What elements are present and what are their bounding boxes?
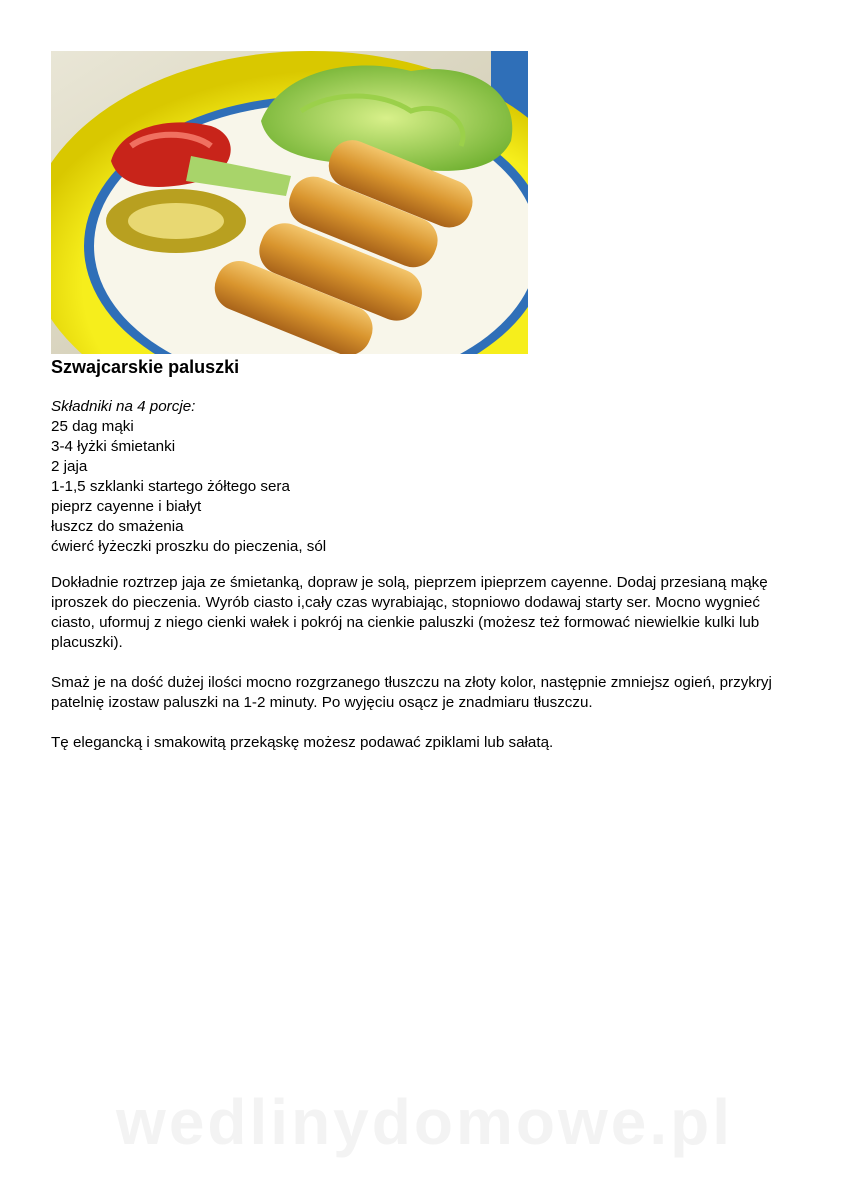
ingredient-item: łuszcz do smażenia [51,518,184,535]
ingredients-list [51,417,326,557]
recipe-title: Szwajcarskie paluszki [51,357,240,377]
ingredient-item: pieprz cayenne i białyt [51,498,202,515]
frying-paragraph: Smaż je na dość dużej ilości mocno rozgrzanego tłuszczu na złoty kolor, następnie zmniejsz ogień, przykryj patelnię izostaw paluszki na 1-2 minuty. Po wyjęciu osącz je znadmiaru tłuszczu. [51,674,772,711]
fried-cheese-sticks-illustration [51,51,528,354]
ingredient-item: ćwierć łyżeczki proszku do pieczenia, sól [51,538,327,555]
instructions-paragraph: Dokładnie roztrzep jaja ze śmietanką, dopraw je solą, pieprzem ipieprzem cayenne. Dodaj przesianą mąkę iproszek do pieczenia. Wyrób ciasto i,cały czas wyrabiając, stopniowo dodawaj starty ser. Mocno wygnieć ciasto, uformuj z niego cienki wałek i pokrój na cienkie paluszki (możesz też formować niewielkie kulki lub placuszki). [51,574,768,651]
ingredients-heading: Składniki na 4 porcje: [51,398,196,415]
watermark: wedlinydomowe.pl [116,1086,733,1158]
ingredient-item: 1-1,5 szklanki startego żółtego sera [51,478,290,495]
ingredient-item: 3-4 łyżki śmietanki [51,438,176,455]
ingredients-section [51,397,326,557]
recipe-photo [51,51,528,354]
ingredient-item: 25 dag mąki [51,418,134,435]
serving-paragraph: Tę elegancką i smakowitą przekąskę możesz podawać zpiklami lub sałatą. [51,734,554,751]
ingredient-item: 2 jaja [51,458,88,475]
